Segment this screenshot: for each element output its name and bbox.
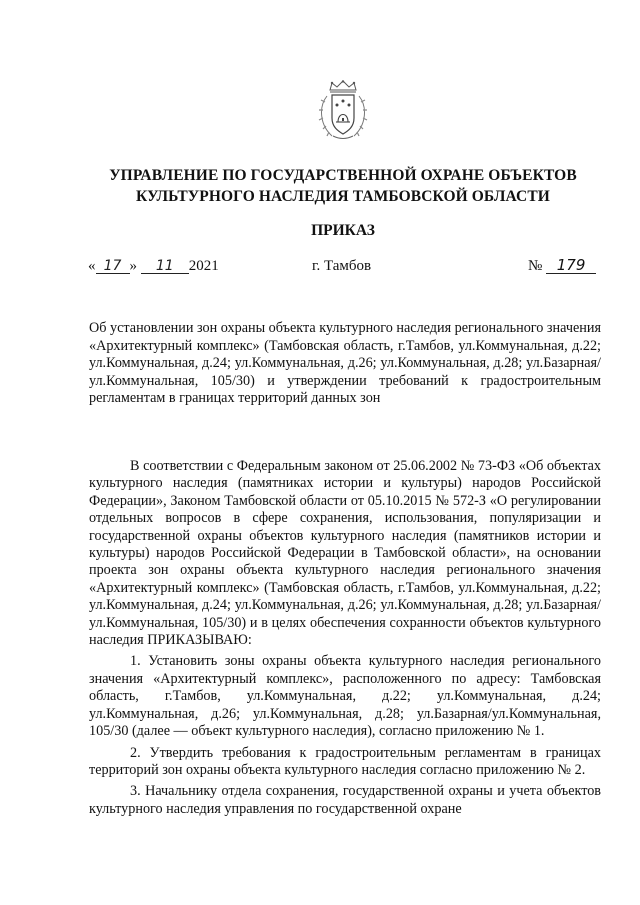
order-subject: Об установлении зон охраны объекта культурного наследия регионального значения «Архитектурный комплекс» (Тамбовская область, г.Тамбов, ул.Коммунальная, д.22; ул.Коммунальная, д.24; ул.Коммунальная, д.26; ул.Коммунальная, д.28; ул.Базарная/ул.Коммунальная, 105/30) и утверждении требований к градостроительным регламентам в границах территорий данных зон	[89, 320, 601, 406]
clause-3-paragraph: 3. Начальнику отдела сохранения, государственной охраны и учета объектов культурного наследия управления по государственной охране	[89, 783, 601, 817]
document-type-title: ПРИКАЗ	[311, 222, 375, 239]
preamble-paragraph: В соответствии с Федеральным законом от 25.06.2002 № 73-ФЗ «Об объектах культурного наследия (памятниках истории и культуры) народов Российской Федерации», Законом Тамбовской области от 05.10.2015 № 572-З «О регулировании отдельных вопросов в сфере сохранения, использования, популяризации и государственной охраны объектов культурного наследия (памятников истории и культуры) народов Российской Федерации в Тамбовской области», на основании проекта зон охраны объекта культурного наследия регионального значения «Архитектурный комплекс» (Тамбовская область, г.Тамбов, ул.Коммунальная, д.22; ул.Коммунальная, д.24; ул.Коммунальная, д.26; ул.Коммунальная, д.28; ул.Базарная/ул.Коммунальная, 105/30) и в целях обеспечения сохранности объектов культурного наследия ПРИКАЗЫВАЮ:	[89, 458, 601, 649]
quote-open: «	[88, 258, 96, 274]
organization-title-line-1: УПРАВЛЕНИЕ ПО ГОСУДАРСТВЕННОЙ ОХРАНЕ ОБЪЕКТОВ	[109, 167, 577, 184]
order-month: 11	[141, 259, 189, 274]
order-number	[528, 258, 596, 275]
organization-title-line-2: КУЛЬТУРНОГО НАСЛЕДИЯ ТАМБОВСКОЙ ОБЛАСТИ	[136, 188, 550, 205]
tambov-coat-of-arms-icon	[318, 80, 368, 142]
number-sign: №	[528, 258, 543, 274]
order-number-value: 179	[546, 258, 596, 274]
clause-1-paragraph: 1. Установить зоны охраны объекта культурного наследия регионального значения «Архитектурный комплекс», расположенного по адресу: Тамбовская область, г.Тамбов, ул.Коммунальная, д.22; ул.Коммунальная, д.24; ул.Коммунальная, д.26; ул.Коммунальная, д.28; ул.Базарная/ул.Коммунальная, 105/30 (далее — объект культурного наследия), согласно приложению № 1.	[89, 653, 601, 740]
clause-2-paragraph: 2. Утвердить требования к градостроительным регламентам в границах территорий зон охраны объекта культурного наследия согласно приложению № 2.	[89, 744, 601, 778]
quote-close: »	[129, 258, 137, 274]
order-year: 2021	[188, 258, 219, 274]
order-body	[89, 458, 601, 818]
order-date	[88, 258, 219, 275]
organization-title	[60, 165, 626, 207]
order-day: 17	[96, 259, 130, 274]
order-city: г. Тамбов	[312, 258, 372, 274]
